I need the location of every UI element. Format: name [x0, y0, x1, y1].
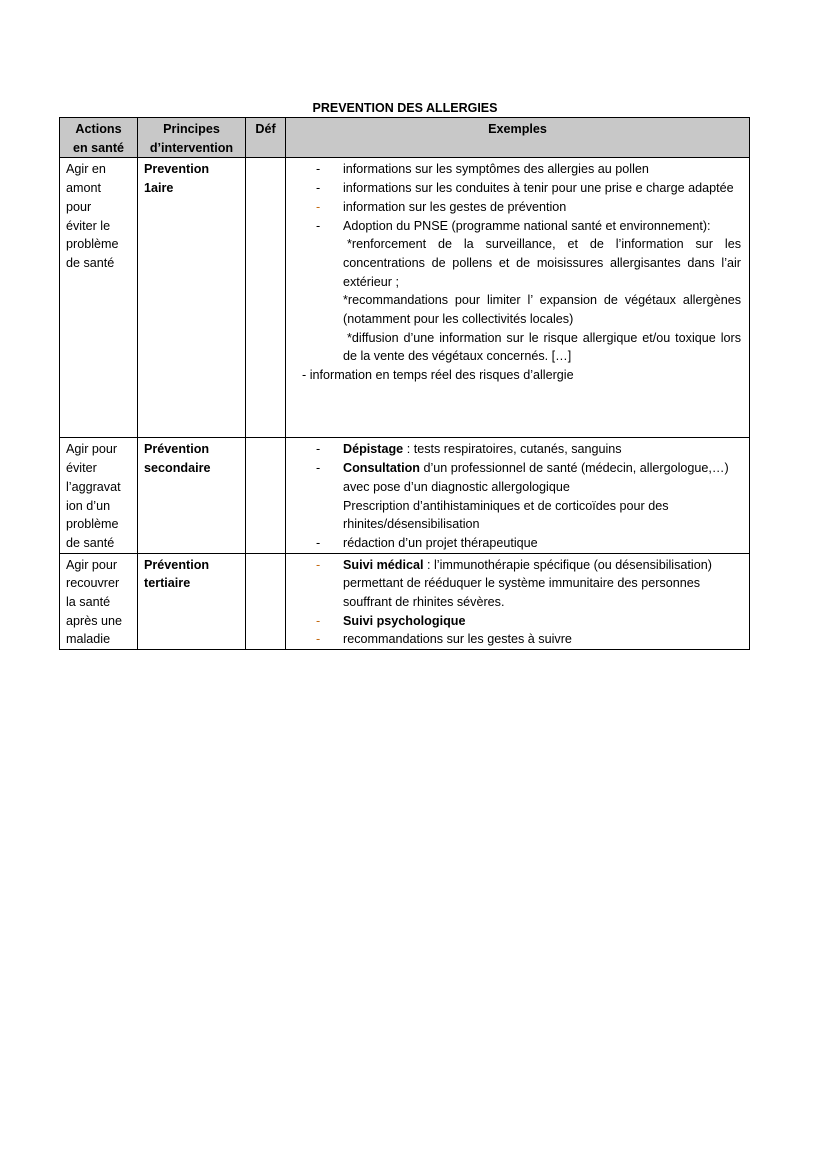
list-item: - Adoption du PNSE (programme national santé et environnement): [316, 218, 711, 233]
list-item: - Suivi médical : l’immunothérapie spécifique (ou désensibilisation) permettant de rééduquer le système immunitaire des personnes souffrant de rhinites sévères. [316, 557, 712, 610]
list-item: - recommandations sur les gestes à suivre [316, 632, 572, 647]
list-item: - rédaction d’un projet thérapeutique [316, 535, 538, 550]
list-continuation: Prescription d’antihistaminiques et de corticoïdes pour des rhinites/désensibilisation [343, 498, 669, 532]
examples-cell [286, 438, 750, 553]
action-cell: Agir pour éviter l’aggravat ion d’un problème de santé [60, 438, 138, 553]
list-item: - Dépistage : tests respiratoires, cutanés, sanguins [316, 442, 622, 457]
def-cell [246, 553, 286, 650]
principle-cell: Prévention tertiaire [138, 553, 246, 650]
table-row [60, 158, 750, 438]
principle-cell: Prévention secondaire [138, 438, 246, 553]
header-principes: Principes d’intervention [138, 118, 246, 158]
list-item: - Consultation d’un professionnel de santé (médecin, allergologue,…) avec pose d’un diagnostic allergologique [316, 461, 729, 494]
action-cell: Agir en amont pour éviter le problème de santé [60, 158, 138, 438]
table-row [60, 553, 750, 650]
list-subitem: *renforcement de la surveillance, et de l’information sur les concentrations de pollens et de moisissures allergisantes dans l’air extérieur ; [343, 237, 741, 289]
list-item: - Suivi psychologique [316, 613, 466, 628]
def-cell [246, 438, 286, 553]
header-actions: Actions en santé [60, 118, 138, 158]
list-subitem: *diffusion d’une information sur le risque allergique et/ou toxique lors de la vente des végétaux concernés. […] [343, 330, 741, 364]
table-header-row [60, 118, 750, 158]
prevention-table [59, 117, 750, 650]
header-def: Déf [246, 118, 286, 158]
list-subitem: *recommandations pour limiter l’ expansion de végétaux allergènes (notamment pour les collectivités locales) [343, 293, 741, 327]
action-cell: Agir pour recouvrer la santé après une maladie [60, 553, 138, 650]
examples-cell [286, 553, 750, 650]
examples-cell [286, 158, 750, 438]
list-item: - informations sur les conduites à tenir pour une prise e charge adaptée [316, 181, 734, 196]
document-title: PREVENTION DES ALLERGIES [312, 101, 498, 115]
table-row [60, 438, 750, 553]
list-item: - informations sur les symptômes des allergies au pollen [316, 162, 649, 177]
list-item: - information sur les gestes de prévention [316, 199, 567, 214]
principle-cell: Prevention 1aire [138, 158, 246, 438]
header-exemples: Exemples [286, 118, 750, 158]
def-cell [246, 158, 286, 438]
list-item: - information en temps réel des risques d’allergie [302, 368, 574, 383]
